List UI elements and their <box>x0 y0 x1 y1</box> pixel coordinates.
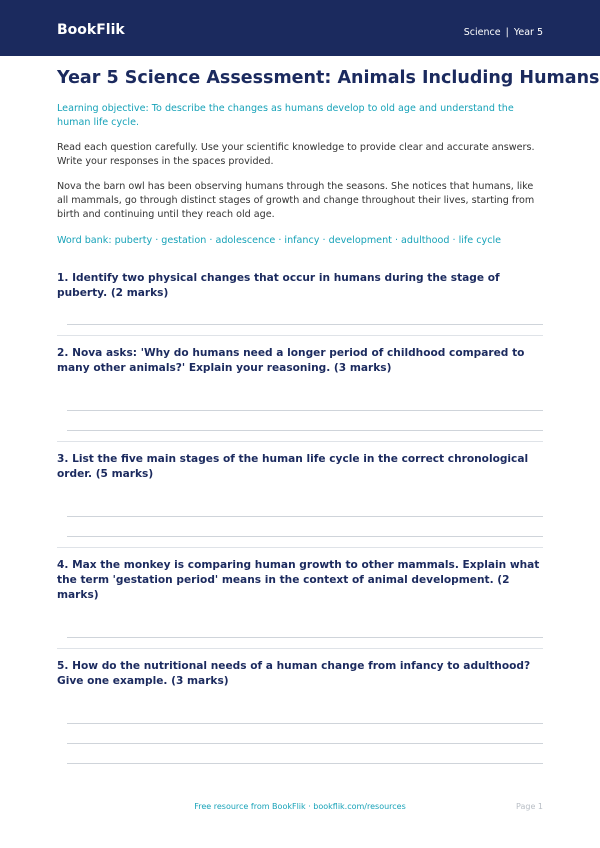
answer-line[interactable] <box>67 723 543 724</box>
header-meta <box>464 27 543 38</box>
footer-credit[interactable]: Free resource from BookFlik · bookflik.com/resources <box>194 802 406 811</box>
question-text: 5. How do the nutritional needs of a human change from infancy to adulthood? Give one example. (3 marks) <box>57 648 543 689</box>
answer-lines <box>67 324 543 325</box>
answer-line[interactable] <box>67 637 543 638</box>
question-3 <box>57 441 543 537</box>
question-4 <box>57 547 543 638</box>
intro-text: Nova the barn owl has been observing humans through the seasons. She notices that humans, like all mammals, go through distinct stages of growth and change throughout their lives, starting from birth and continuing until they reach old age. <box>57 181 535 220</box>
page-title: Year 5 Science Assessment: Animals Including Humans <box>57 68 600 88</box>
subject-label: Science <box>463 27 501 38</box>
word-bank: Word bank: puberty · gestation · adolescence · infancy · development · adulthood · life cycle <box>57 235 502 246</box>
answer-line[interactable] <box>67 536 543 537</box>
answer-lines <box>67 637 543 638</box>
question-text: 3. List the five main stages of the human life cycle in the correct chronological order. (5 marks) <box>57 441 543 482</box>
answer-lines <box>67 410 543 431</box>
answer-line[interactable] <box>67 324 543 325</box>
instructions-text: Read each question carefully. Use your scientific knowledge to provide clear and accurate answers. Write your responses in the spaces provided. <box>57 142 535 167</box>
answer-line[interactable] <box>67 763 543 764</box>
answer-lines <box>67 516 543 537</box>
question-2 <box>57 335 543 431</box>
page-number: Page 1 <box>516 802 543 811</box>
page-footer <box>0 802 600 816</box>
brand-logo: BookFlik <box>57 22 125 38</box>
question-1 <box>57 263 543 325</box>
learning-objective: Learning objective: To describe the changes as humans develop to old age and understand the human life cycle. <box>57 103 514 128</box>
header-separator: | <box>505 27 509 38</box>
year-label: Year 5 <box>513 27 543 38</box>
question-5 <box>57 648 543 764</box>
answer-lines <box>67 723 543 764</box>
question-text: 4. Max the monkey is comparing human growth to other mammals. Explain what the term 'gestation period' means in the context of animal development. (2 marks) <box>57 547 543 603</box>
question-text: 1. Identify two physical changes that occur in humans during the stage of puberty. (2 marks) <box>57 272 500 299</box>
page-header <box>0 0 600 56</box>
worksheet-content <box>57 64 600 764</box>
answer-line[interactable] <box>67 430 543 431</box>
answer-line[interactable] <box>67 743 543 744</box>
answer-line[interactable] <box>67 516 543 517</box>
question-text: 2. Nova asks: 'Why do humans need a longer period of childhood compared to many other animals?' Explain your reasoning. (3 marks) <box>57 335 543 376</box>
answer-line[interactable] <box>67 410 543 411</box>
